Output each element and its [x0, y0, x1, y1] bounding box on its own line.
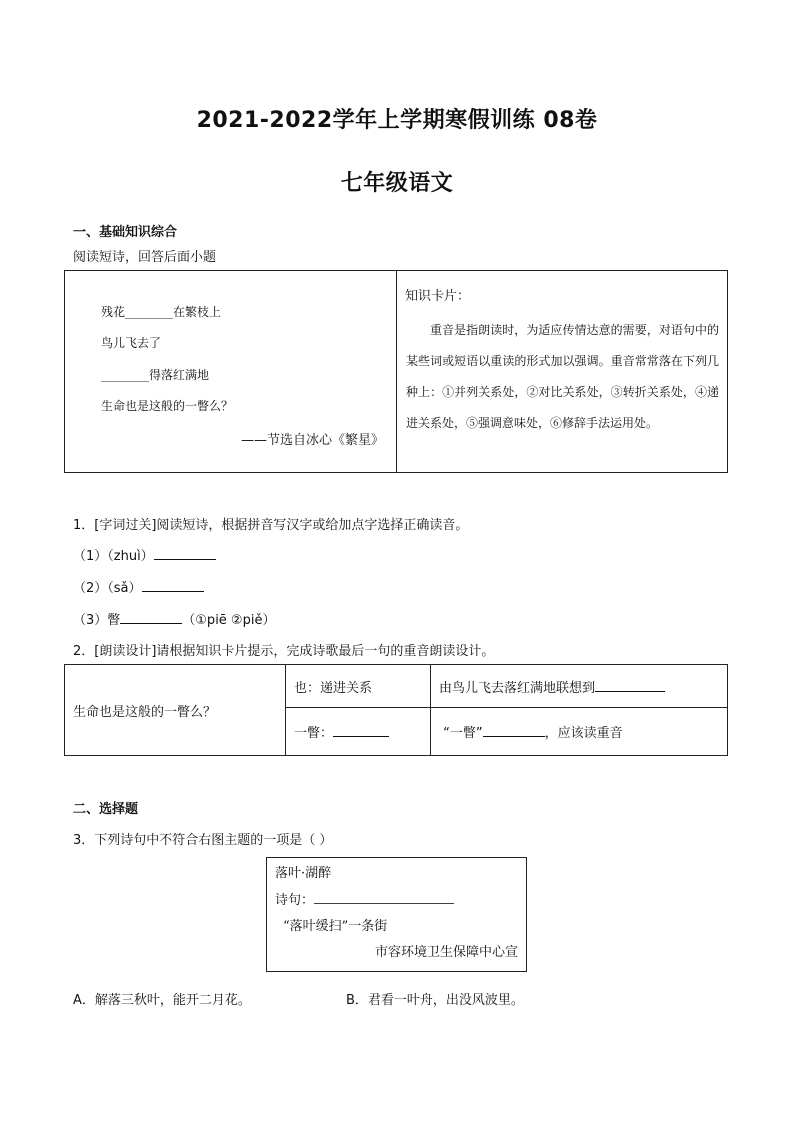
- q2-cell-d: [431, 708, 728, 756]
- q3-image-line-1: 落叶·湖醉: [275, 866, 332, 881]
- q2-cell-d-pre: “一瞥”: [443, 726, 483, 741]
- poem-source: ——节选自冰心《繁星》: [240, 433, 384, 448]
- q2-cell-a: 也：递进关系: [286, 665, 431, 708]
- q3-image-blank: [314, 891, 454, 904]
- section-2-heading: 二、选择题: [73, 802, 139, 817]
- q3-stem: 3．下列诗句中不符合右图主题的一项是（ ）: [73, 833, 333, 848]
- q2-blank-b[interactable]: [595, 679, 665, 692]
- page-title: 2021-2022学年上学期寒假训练 08卷: [196, 108, 598, 133]
- knowledge-card-title: 知识卡片：: [405, 289, 471, 304]
- poem-line-1: 残花________在繁枝上: [101, 305, 222, 319]
- q1-blank-2[interactable]: [142, 579, 204, 592]
- q2-cell-d-post: ，应该读重音: [544, 726, 623, 741]
- q3-image-box: [266, 857, 527, 972]
- q3-image-line-4: 市容环境卫生保障中心宣: [374, 945, 518, 960]
- q1-blank-1[interactable]: [154, 547, 216, 560]
- q2-cell-c: [286, 708, 431, 756]
- q2-stem: 2．[朗读设计]请根据知识卡片提示，完成诗歌最后一句的重音朗读设计。: [73, 644, 495, 659]
- q3-image-line-3: “落叶缓扫”一条街: [283, 919, 388, 934]
- q2-cell-c-text: 一瞥：: [294, 726, 334, 741]
- q2-cell-b: [431, 665, 728, 708]
- q2-blank-c[interactable]: [333, 724, 389, 737]
- q3-image-line-2: [275, 889, 454, 908]
- knowledge-card-text: 重音是指朗读时，为适应传情达意的需要，对语句中的某些词或短语以重读的形式加以强调。重音常常落在下列几种上：①并列关系处，②对比关系处，③转折关系处，④递进关系处，⑤强调意味处，⑥修辞手法运用处。: [406, 323, 719, 430]
- q1-item-2-label: （2）（sǎ）: [73, 581, 142, 596]
- section-1-intro: 阅读短诗，回答后面小题: [73, 250, 217, 265]
- knowledge-card-panel: [397, 271, 727, 472]
- q2-sentence-cell: 生命也是这般的一瞥么？: [65, 665, 286, 756]
- q1-stem: 1．[字词过关]阅读短诗，根据拼音写汉字或给加点字选择正确读音。: [73, 518, 469, 533]
- q1-item-1: [73, 545, 216, 564]
- poem-line-2: 鸟儿飞去了: [101, 336, 162, 350]
- q1-item-2: [73, 577, 204, 596]
- q2-table: [64, 664, 728, 756]
- q2-cell-b-text: 由鸟儿飞去落红满地联想到: [439, 680, 596, 696]
- poem-card-box: [64, 270, 728, 473]
- q3-option-a[interactable]: A．解落三秋叶，能开二月花。: [73, 993, 251, 1008]
- q2-blank-d[interactable]: [483, 724, 545, 737]
- poem-line-4: 生命也是这般的一瞥么？: [101, 399, 234, 413]
- q3-option-b[interactable]: B．君看一叶舟，出没风波里。: [346, 993, 524, 1008]
- q1-item-3-options: （①piē ②piě）: [182, 613, 276, 628]
- poem-line-3: ________得落红满地: [101, 368, 210, 382]
- section-1-heading: 一、基础知识综合: [73, 225, 178, 240]
- page-subtitle: 七年级语文: [340, 171, 454, 196]
- poem-panel: [65, 271, 397, 472]
- q1-item-3: [73, 609, 275, 628]
- q3-image-line-2-text: 诗句：: [275, 893, 315, 908]
- q1-item-3-label: （3）瞥: [73, 613, 121, 628]
- q1-blank-3[interactable]: [120, 611, 182, 624]
- q1-item-1-label: （1）（zhuì）: [73, 549, 154, 564]
